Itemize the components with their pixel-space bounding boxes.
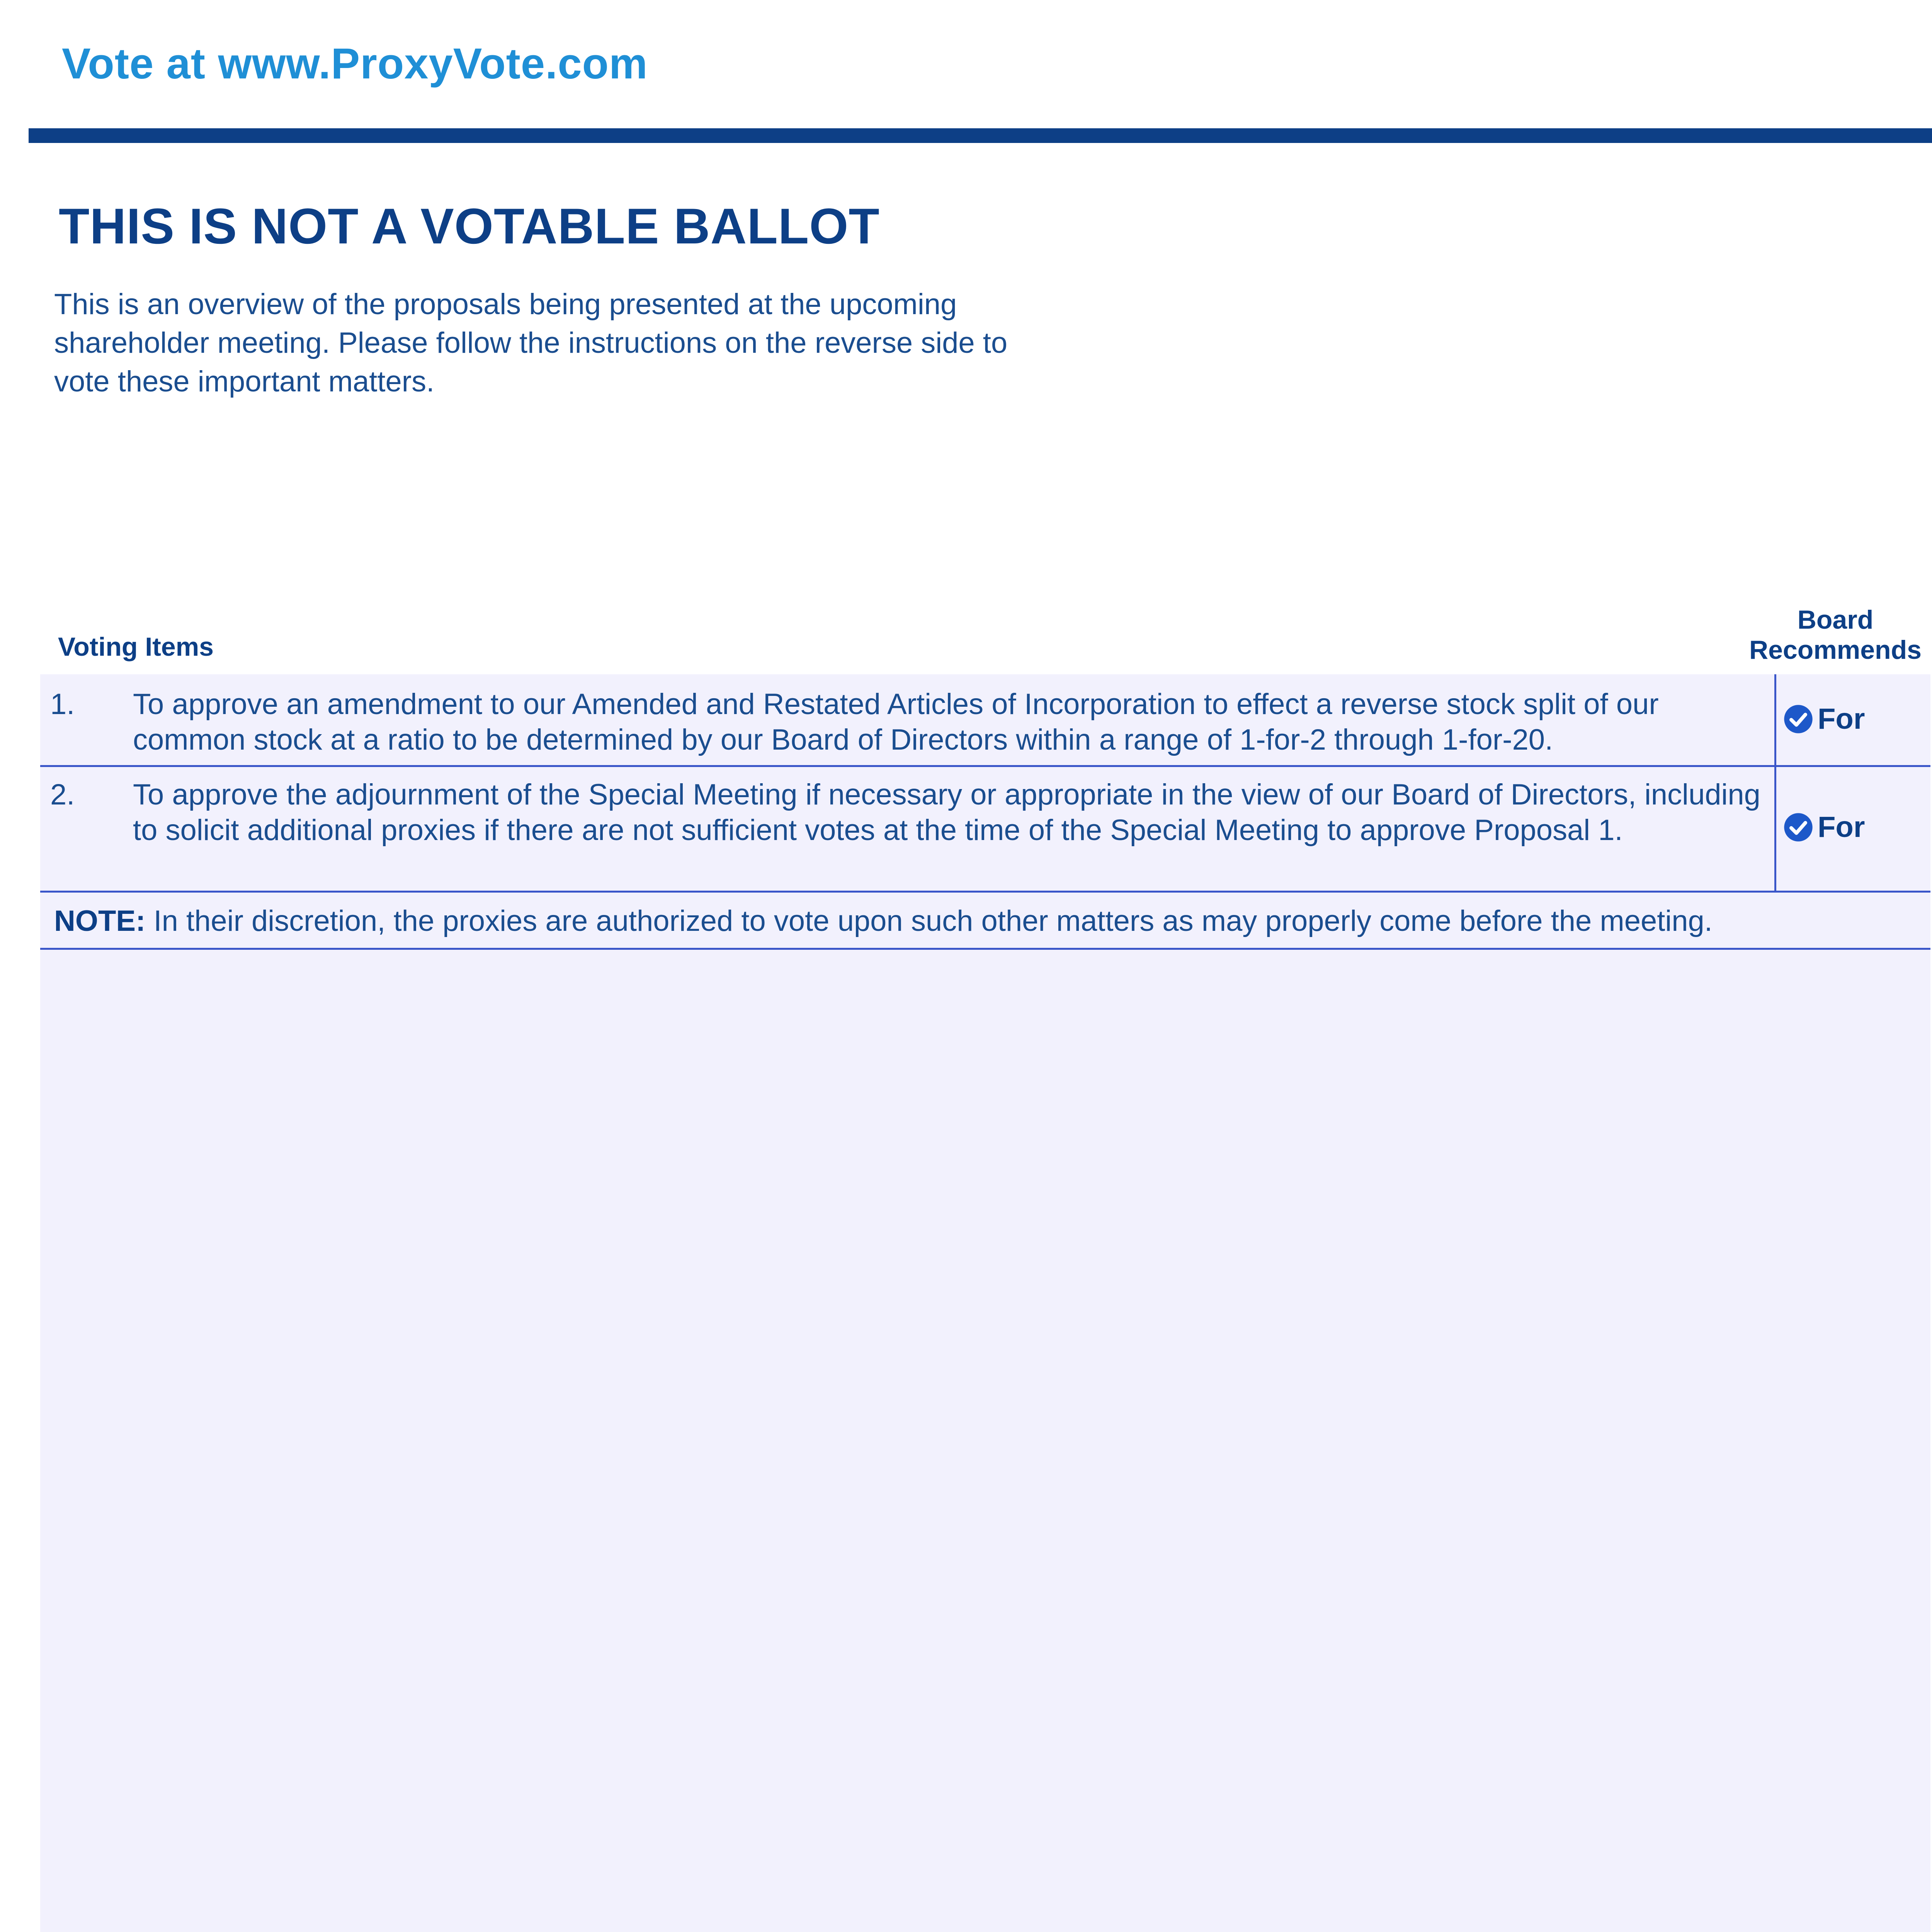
intro-paragraph: This is an overview of the proposals being presented at the upcoming shareholder meeting. Please follow the instructions on the reverse side to vote these important matters. (54, 288, 1008, 398)
item-number: 2. (50, 778, 75, 811)
page-title: THIS IS NOT A VOTABLE BALLOT (59, 198, 880, 254)
check-circle-icon (1783, 812, 1814, 843)
note (40, 893, 1930, 950)
item-text: To approve the adjournment of the Special Meeting if necessary or appropriate in the view of our Board of Directors, including to solicit additional proxies if there are not sufficient votes at the time of the Special Meeting to approve Proposal 1. (133, 778, 1760, 847)
column-divider (1774, 767, 1776, 891)
board-header-line2: Recommends (1749, 635, 1922, 665)
board-recommendation (1783, 810, 1865, 844)
item-number: 1. (50, 688, 75, 721)
board-recommends-header (1719, 605, 1932, 665)
vote-link[interactable]: Vote at www.ProxyVote.com (62, 39, 648, 88)
note-text: In their discretion, the proxies are authorized to vote upon such other matters as may properly come before the meeting. (145, 905, 1713, 937)
board-header-line1: Board (1797, 605, 1874, 634)
voting-item-row (40, 674, 1930, 767)
column-divider (1774, 674, 1776, 765)
item-text: To approve an amendment to our Amended and Restated Articles of Incorporation to effect a reverse stock split of our common stock at a ratio to be determined by our Board of Directors within a range of 1-for-2 through 1-for-20. (133, 688, 1659, 756)
voting-item-row (40, 767, 1930, 893)
top-rule (29, 128, 1932, 143)
check-circle-icon (1783, 704, 1814, 735)
recommendation-label: For (1818, 811, 1865, 844)
voting-items-header: Voting Items (58, 632, 214, 662)
note-label: NOTE: (54, 905, 146, 937)
recommendation-label: For (1818, 702, 1865, 735)
board-recommendation (1783, 702, 1865, 736)
